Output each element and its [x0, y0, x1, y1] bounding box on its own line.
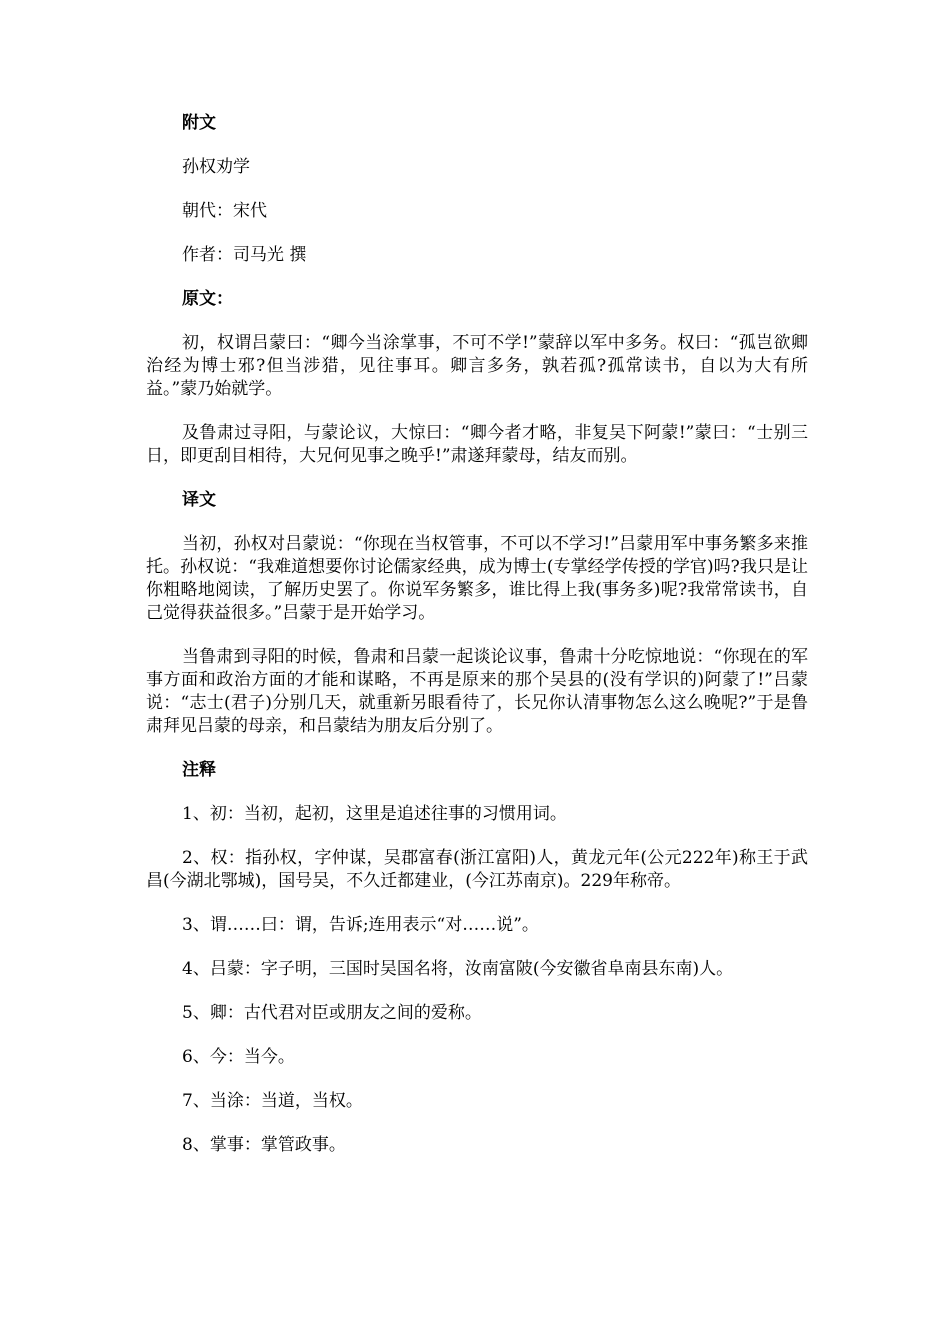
note-item: 5、卿：古代君对臣或朋友之间的爱称。 — [182, 1003, 482, 1023]
work-title: 孙权劝学 — [182, 157, 250, 177]
original-paragraph: 及鲁肃过寻阳，与蒙论议，大惊曰：“卿今者才略，非复吴下阿蒙!”蒙曰：“士别三日，即更刮目相待，大兄何见事之晚乎!”肃遂拜蒙母，结友而别。 — [146, 423, 808, 466]
translation-paragraph: 当鲁肃到寻阳的时候，鲁肃和吕蒙一起谈论议事，鲁肃十分吃惊地说：“你现在的军事方面和政治方面的才能和谋略，不再是原来的那个吴县的(没有学识的)阿蒙了!”吕蒙说：“志士(君子)分别几天，就重新另眼看待了，长兄你认清事物怎么这么晚呢?”于是鲁肃拜见吕蒙的母亲，和吕蒙结为朋友后分别了。 — [146, 647, 808, 736]
note-item: 3、谓……曰：谓，告诉;连用表示“对……说”。 — [182, 915, 539, 935]
original-paragraph: 初，权谓吕蒙曰：“卿今当涂掌事，不可不学!”蒙辞以军中多务。权曰：“孤岂欲卿治经为博士邪?但当涉猎，见往事耳。卿言多务，孰若孤?孤常读书，自以为大有所益。”蒙乃始就学。 — [146, 333, 808, 399]
note-item: 4、吕蒙：字子明，三国时吴国名将，汝南富陂(今安徽省阜南县东南)人。 — [182, 959, 734, 979]
translation-paragraph: 当初，孙权对吕蒙说：“你现在当权管事，不可以不学习!”吕蒙用军中事务繁多来推托。孙权说：“我难道想要你讨论儒家经典，成为博士(专掌经学传授的学官)吗?我只是让你粗略地阅读，了解历史罢了。你说军务繁多，谁比得上我(事务多)呢?我常常读书，自己觉得获益很多。”吕蒙于是开始学习。 — [146, 534, 808, 623]
note-item: 7、当涂：当道，当权。 — [182, 1091, 363, 1111]
note-item: 6、今：当今。 — [182, 1047, 295, 1067]
original-heading: 原文： — [182, 289, 233, 309]
author-line: 作者：司马光 撰 — [182, 245, 307, 265]
note-item: 8、掌事：掌管政事。 — [182, 1135, 346, 1155]
notes-heading: 注释 — [182, 760, 216, 780]
note-item: 1、初：当初，起初，这里是追述往事的习惯用词。 — [182, 804, 567, 824]
note-item: 2、权：指孙权，字仲谋，吴郡富春(浙江富阳)人，黄龙元年(公元222年)称王于武昌(今湖北鄂城)，国号吴，不久迁都建业，(今江苏南京)。229年称帝。 — [146, 848, 808, 891]
document-content — [146, 112, 808, 1178]
dynasty-line: 朝代：宋代 — [182, 201, 267, 221]
translation-heading: 译文 — [182, 490, 216, 510]
appendix-heading: 附文 — [182, 113, 216, 133]
